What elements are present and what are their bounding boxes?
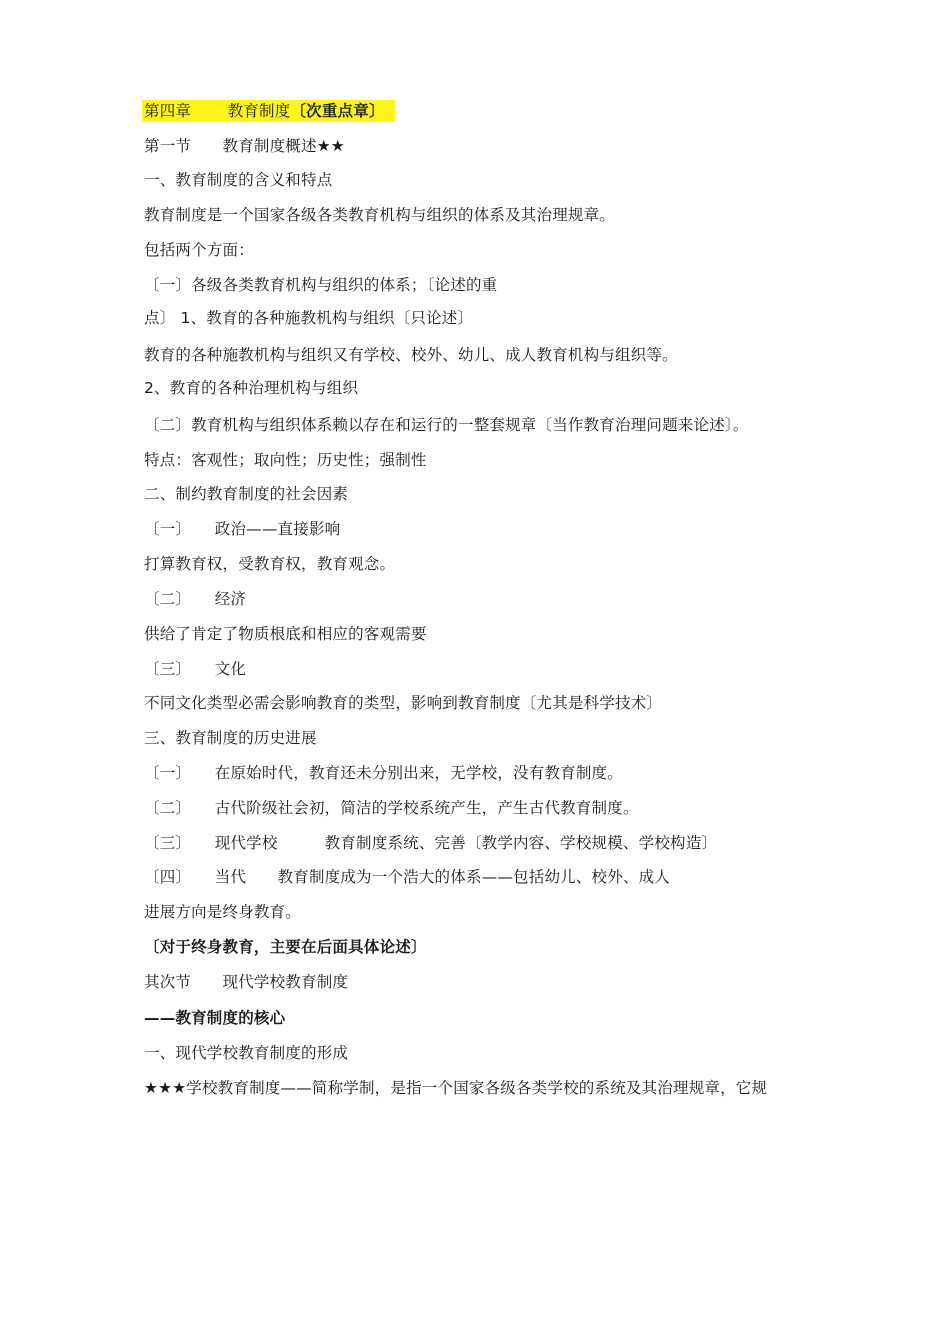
list-item: 〔一〕 政治——直接影响 [144,520,341,538]
paragraph: 2、教育的各种治理机构与组织 [144,379,359,397]
subheading: 一、教育制度的含义和特点 [144,171,333,189]
paragraph: ★★★学校教育制度——简称学制，是指一个国家各级各类学校的系统及其治理规章，它规 [144,1079,768,1097]
list-item: 〔四〕 当代 教育制度成为一个浩大的体系——包括幼儿、校外、成人 [144,868,671,886]
section-heading: 第一节 教育制度概述★★ [144,137,345,155]
subheading: 二、制约教育制度的社会因素 [144,485,349,503]
bold-note: 〔对于终身教育，主要在后面具体论述〕 [144,938,427,956]
paragraph: 〔二〕教育机构与组织体系赖以存在和运行的一整套规章〔当作教育治理问题来论述〕。 [144,416,749,434]
chapter-note: 〔次重点章〕 [290,102,385,120]
paragraph: 不同文化类型必需会影响教育的类型，影响到教育制度〔尤其是科学技术〕 [144,694,663,712]
list-item: 〔二〕 古代阶级社会初，简洁的学校系统产生，产生古代教育制度。 [144,799,639,817]
chapter-title: 教育制度 [227,102,291,120]
list-item: 〔三〕 现代学校 教育制度系统、完善〔教学内容、学校规模、学校构造〕 [144,834,718,852]
subheading: 一、现代学校教育制度的形成 [144,1044,349,1062]
subheading: 三、教育制度的历史进展 [144,729,317,747]
chapter-highlight [142,100,395,122]
list-item: 〔三〕 文化 [144,660,247,678]
list-item: 〔二〕 经济 [144,590,247,608]
paragraph: 包括两个方面： [144,241,254,259]
paragraph: 打算教育权，受教育权，教育观念。 [144,555,396,573]
paragraph: 点〕 1、教育的各种施教机构与组织〔只论述〕 [144,309,474,327]
paragraph: 教育的各种施教机构与组织又有学校、校外、幼儿、成人教育机构与组织等。 [144,346,678,364]
section-heading: 其次节 现代学校教育制度 [144,973,349,991]
chapter-heading [144,101,395,121]
paragraph: 〔一〕各级各类教育机构与组织的体系；〔论述的重 [144,276,498,294]
paragraph: 供给了肯定了物质根底和相应的客观需要 [144,625,427,643]
paragraph: 特点：客观性；取向性；历史性；强制性 [144,451,427,469]
chapter-prefix: 第四章 [144,102,192,120]
paragraph: 教育制度是一个国家各级各类教育机构与组织的体系及其治理规章。 [144,206,616,224]
bold-subtitle: ——教育制度的核心 [144,1009,286,1027]
list-item: 〔一〕 在原始时代，教育还未分别出来，无学校，没有教育制度。 [144,764,623,782]
paragraph: 进展方向是终身教育。 [144,903,302,921]
